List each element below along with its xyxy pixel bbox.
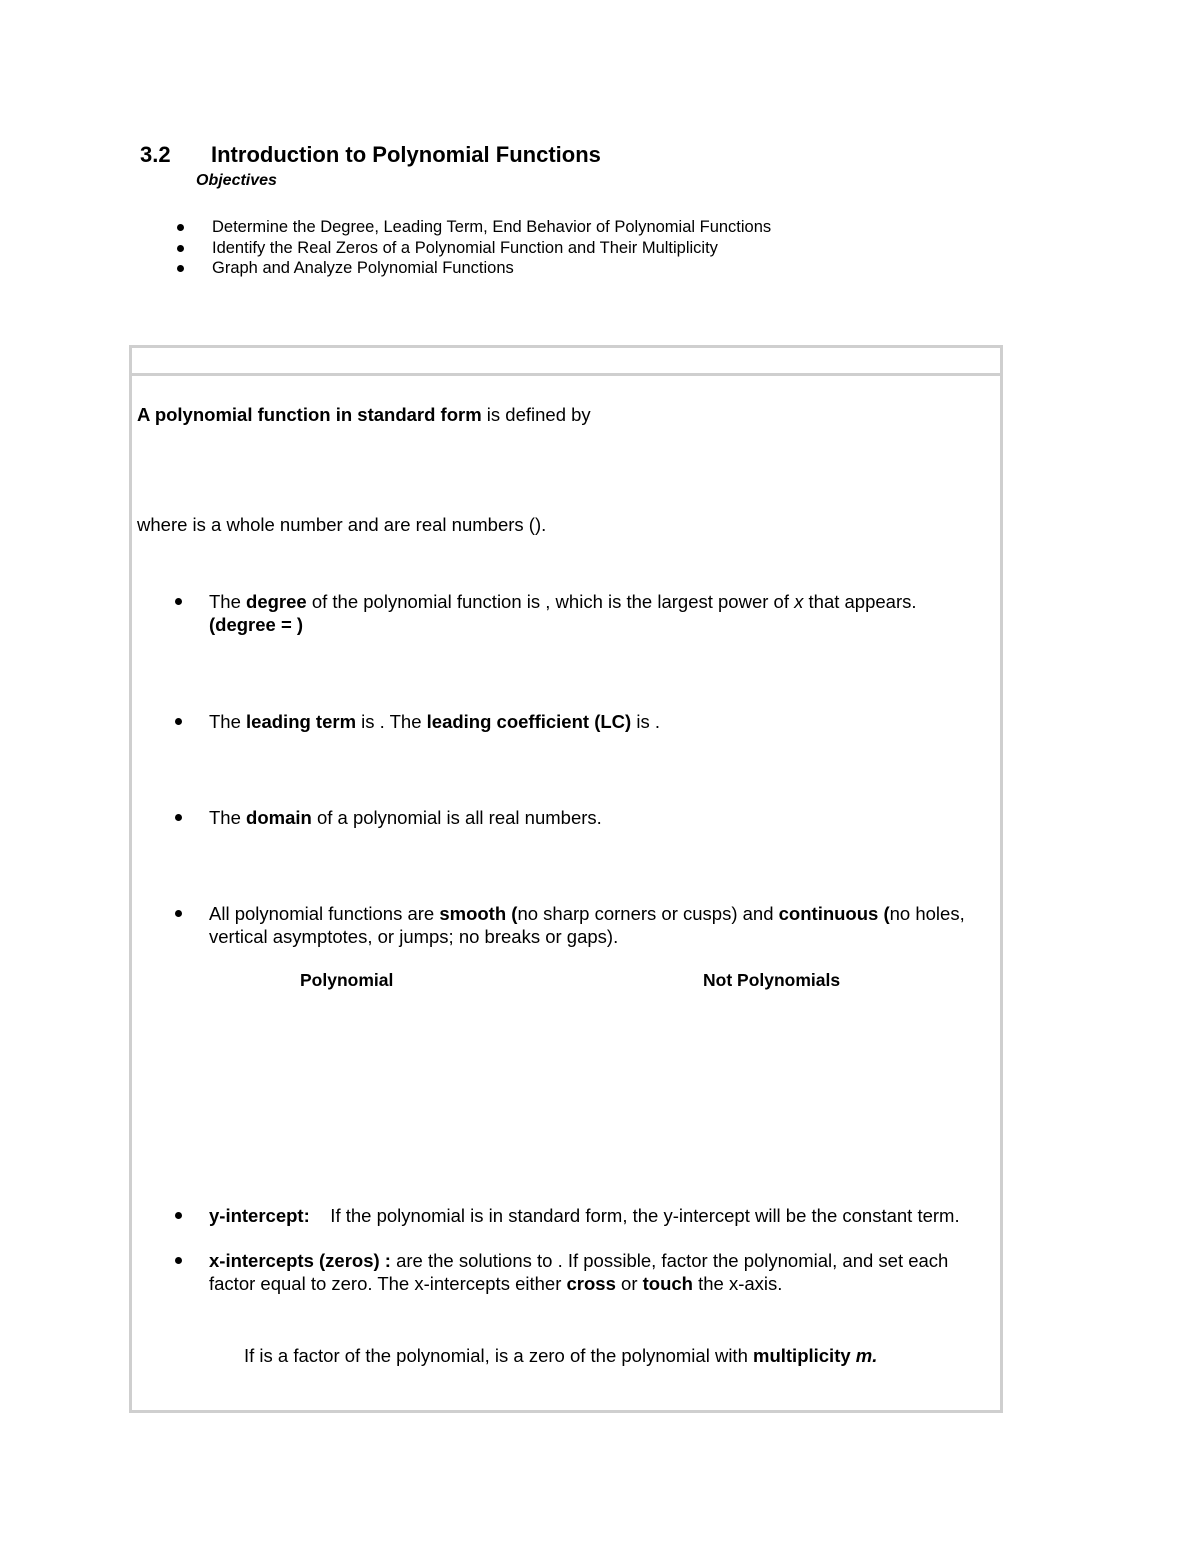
section-heading xyxy=(140,142,601,168)
bullet-icon xyxy=(175,910,182,917)
bullet-leading-term: The leading term is . The leading coefficient (LC) is . xyxy=(209,710,969,733)
definition-where: where is a whole number and are real numbers (). xyxy=(137,514,547,535)
bullet-degree: The degree of the polynomial function is , which is the largest power of x that appears. (degree = ) xyxy=(209,590,969,636)
bullet-icon xyxy=(175,1257,182,1264)
column-heading-polynomial: Polynomial xyxy=(300,970,394,990)
bullet-icon xyxy=(175,1212,182,1219)
objective-item: Identify the Real Zeros of a Polynomial Function and Their Multiplicity xyxy=(172,238,771,259)
bullet-smooth-continuous: All polynomial functions are smooth (no sharp corners or cusps) and continuous (no holes, vertical asymptotes, or jumps; no breaks or gaps). xyxy=(209,902,969,948)
box-header-divider xyxy=(132,373,1000,376)
column-heading-not-polynomials: Not Polynomials xyxy=(703,970,841,990)
bullet-icon xyxy=(175,814,182,821)
objective-item: Graph and Analyze Polynomial Functions xyxy=(172,258,771,279)
objectives-heading: Objectives xyxy=(196,172,277,189)
objectives-list xyxy=(172,217,771,279)
multiplicity-statement: If is a factor of the polynomial, is a zero of the polynomial with multiplicity m. xyxy=(244,1345,878,1366)
section-number: 3.2 xyxy=(140,142,171,167)
bullet-icon xyxy=(175,598,182,605)
section-title: Introduction to Polynomial Functions xyxy=(211,142,601,167)
bullet-icon xyxy=(175,718,182,725)
definition-statement: A polynomial function in standard form is defined by xyxy=(137,404,591,425)
definition-term: A polynomial function in standard form xyxy=(137,404,482,425)
objective-item: Determine the Degree, Leading Term, End Behavior of Polynomial Functions xyxy=(172,217,771,238)
bullet-domain: The domain of a polynomial is all real numbers. xyxy=(209,806,969,829)
bullet-x-intercepts: x-intercepts (zeros) : are the solutions to . If possible, factor the polynomial, and set each factor equal to zero. The x-intercepts either cross or touch the x-axis. xyxy=(209,1249,969,1295)
bullet-y-intercept: y-intercept: If the polynomial is in standard form, the y-intercept will be the constant term. xyxy=(209,1204,969,1227)
